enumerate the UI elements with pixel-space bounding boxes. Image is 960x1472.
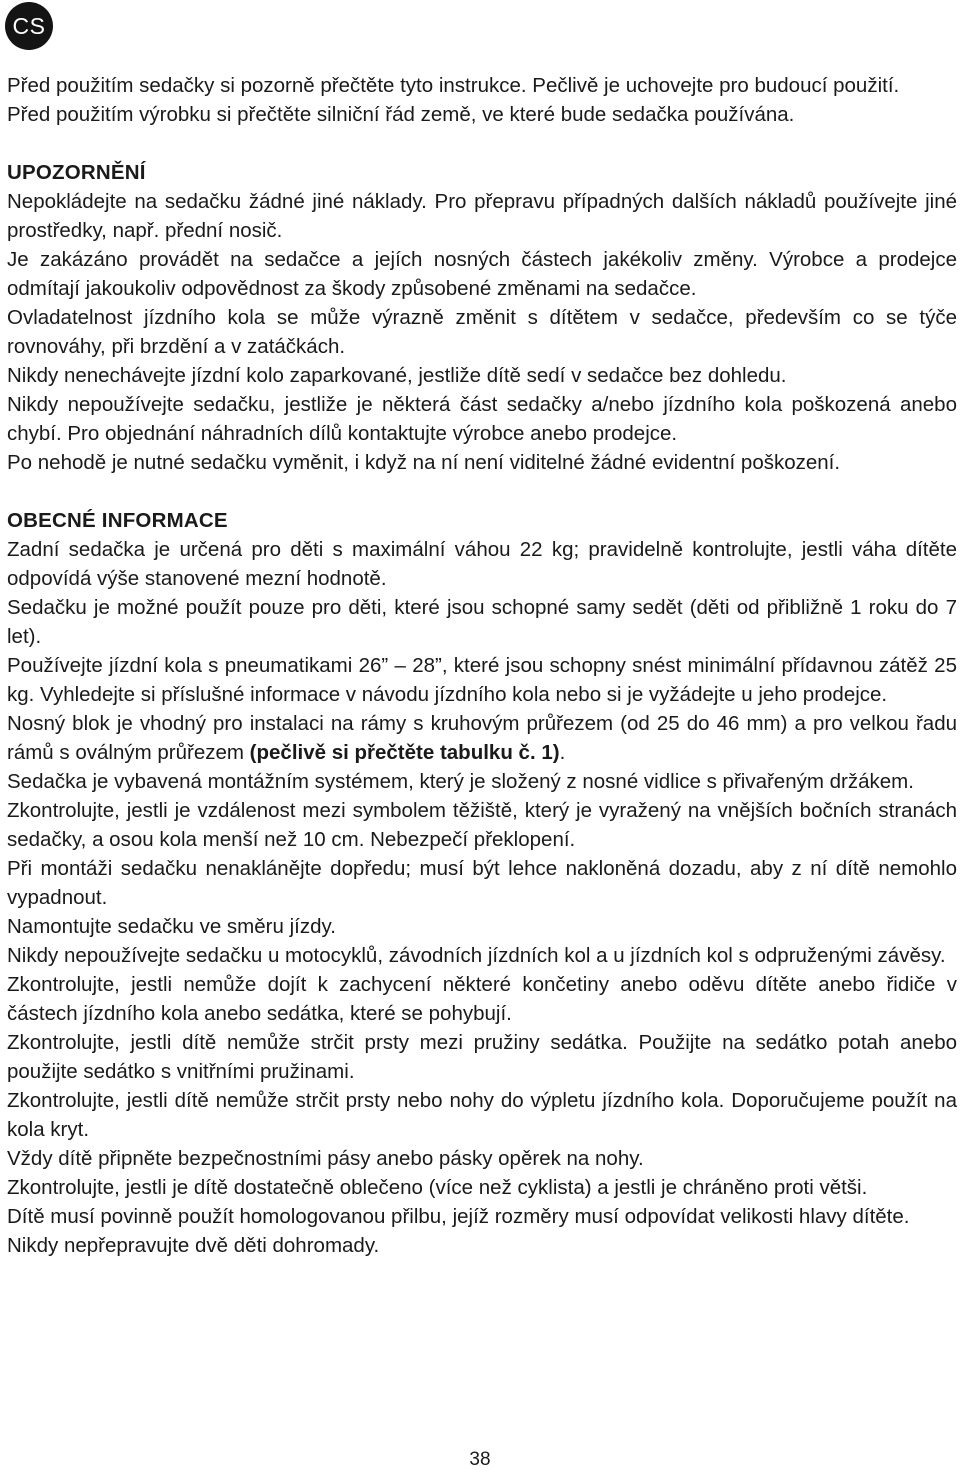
general-paragraph: Zkontrolujte, jestli je vzdálenost mezi symbolem těžiště, který je vyražený na vnějších bočních stranách sedačky, a osou kola menší než 10 cm. Nebezpečí překlopení. [7, 799, 957, 851]
warning-paragraph: Ovladatelnost jízdního kola se může výrazně změnit s dítětem v sedačce, především co se týče rovnováhy, při brzdění a v zatáčkách. [7, 306, 957, 358]
frame-note-end: . [559, 741, 566, 764]
general-paragraph: Sedačka je vybavená montážním systémem, který je složený z nosné vidlice s přivařeným držákem. [7, 770, 914, 793]
general-paragraph: Vždy dítě připněte bezpečnostními pásy anebo pásky opěrek na nohy. [7, 1147, 644, 1170]
general-paragraph: Při montáži sedačku nenaklánějte dopředu; musí být lehce nakloněná dozadu, aby z ní dítě nemohlo vypadnout. [7, 857, 957, 909]
page-number: 38 [469, 1449, 491, 1470]
general-info-heading: OBECNÉ INFORMACE [7, 509, 228, 532]
general-paragraph: Nikdy nepřepravujte dvě děti dohromady. [7, 1234, 380, 1257]
warning-paragraph: Nikdy nenechávejte jízdní kolo zaparkované, jestliže dítě sedí v sedačce bez dohledu. [7, 364, 787, 387]
manual-page-content [7, 71, 957, 1260]
general-paragraph-frame [7, 709, 957, 767]
general-paragraph: Zkontrolujte, jestli je dítě dostatečně oblečeno (více než cyklista) a jestli je chráněno proti větši. [7, 1176, 868, 1199]
general-paragraph: Zkontrolujte, jestli dítě nemůže strčit prsty mezi pružiny sedátka. Použijte na sedátko potah anebo použijte sedátko s vnitřními pružinami. [7, 1031, 957, 1083]
warning-paragraph: Nepokládejte na sedačku žádné jiné náklady. Pro přepravu případných dalších nákladů používejte jiné prostředky, např. přední nosič. [7, 190, 957, 242]
general-paragraph: Zadní sedačka je určená pro děti s maximální váhou 22 kg; pravidelně kontrolujte, jestli váha dítěte odpovídá výše stanovené mezní hodnotě. [7, 538, 957, 590]
general-paragraph: Nikdy nepoužívejte sedačku u motocyklů, závodních jízdních kol a u jízdních kol s odpruženými závěsy. [7, 944, 946, 967]
general-paragraph: Dítě musí povinně použít homologovanou přilbu, jejíž rozměry musí odpovídat velikosti hlavy dítěte. [7, 1205, 910, 1228]
spacer [7, 129, 957, 158]
frame-note-bold: (pečlivě si přečtěte tabulku č. 1) [249, 741, 560, 764]
warning-paragraph: Je zakázáno provádět na sedačce a jejích nosných částech jakékoliv změny. Výrobce a prodejce odmítají jakoukoliv odpovědnost za škody způsobené změnami na sedačce. [7, 248, 957, 300]
general-paragraph: Namontujte sedačku ve směru jízdy. [7, 915, 336, 938]
warning-paragraph: Po nehodě je nutné sedačku vyměnit, i když na ní není viditelné žádné evidentní poškození. [7, 451, 841, 474]
general-paragraph: Zkontrolujte, jestli nemůže dojít k zachycení některé končetiny anebo oděvu dítěte anebo řidiče v částech jízdního kola anebo sedátka, které se pohybují. [7, 973, 957, 1025]
warning-heading: UPOZORNĚNÍ [7, 161, 146, 184]
general-paragraph: Zkontrolujte, jestli dítě nemůže strčit prsty nebo nohy do výpletu jízdního kola. Doporučujeme použít na kola kryt. [7, 1089, 957, 1141]
general-paragraph: Sedačku je možné použít pouze pro děti, které jsou schopné samy sedět (děti od přibližně 1 roku do 7 let). [7, 596, 957, 648]
spacer [7, 477, 957, 506]
language-badge: CS [5, 2, 53, 50]
frame-note-text: Nosný blok je vhodný pro instalaci na rámy s kruhovým průřezem (od 25 do 46 mm) a pro velkou řadu rámů s oválným průřezem [7, 712, 957, 764]
general-paragraph: Používejte jízdní kola s pneumatikami 26” – 28”, které jsou schopny snést minimální přídavnou zátěž 25 kg. Vyhledejte si příslušné informace v návodu jízdního kola nebo si je vyžádejte u jeho prodejce. [7, 654, 957, 706]
intro-paragraph: Před použitím výrobku si přečtěte silniční řád země, ve které bude sedačka používána. [7, 103, 795, 126]
intro-paragraph: Před použitím sedačky si pozorně přečtěte tyto instrukce. Pečlivě je uchovejte pro budoucí použití. [7, 74, 900, 97]
warning-paragraph: Nikdy nepoužívejte sedačku, jestliže je některá část sedačky a/nebo jízdního kola poškozená anebo chybí. Pro objednání náhradních dílů kontaktujte výrobce anebo prodejce. [7, 393, 957, 445]
